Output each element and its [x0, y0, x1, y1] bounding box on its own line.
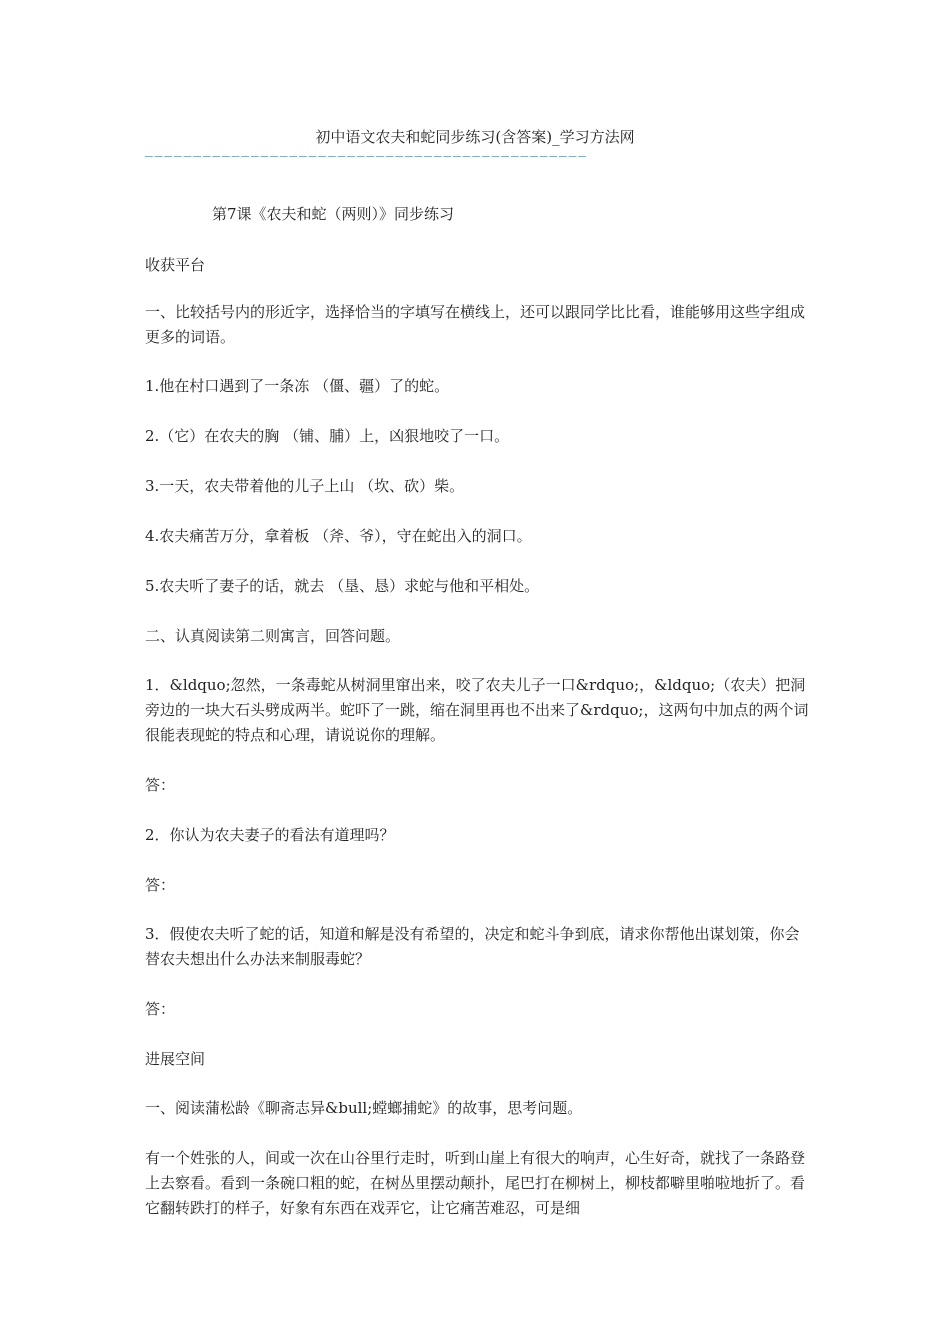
title-divider: ——————————————————————————————————————————————: [145, 150, 588, 164]
answer-label-2: 答：: [145, 876, 176, 894]
answer-label-3: 答：: [145, 1000, 176, 1018]
lesson-title: 第7课《农夫和蛇（两则）》同步练习: [212, 205, 455, 223]
part2-instructions: 二、认真阅读第二则寓言，回答问题。: [145, 627, 401, 645]
part1-item-1: 1.他在村口遇到了一条冻 （僵、疆）了的蛇。: [145, 377, 450, 395]
section-heading-extend: 进展空间: [145, 1050, 206, 1068]
extension-instructions: 一、阅读蒲松龄《聊斋志异&bull;螳螂捕蛇》的故事，思考问题。: [145, 1099, 583, 1117]
question-3: 3．假使农夫听了蛇的话，知道和解是没有希望的，决定和蛇斗争到底，请求你帮他出谋划策，你会替农夫想出什么办法来制服毒蛇？: [145, 925, 800, 968]
question-1: 1．&ldquo;忽然，一条毒蛇从树洞里窜出来，咬了农夫儿子一口&rdquo;，&ldquo;（农夫）把洞旁边的一块大石头劈成两半。蛇吓了一跳，缩在洞里再也不出来了&rdquo;，这两句中加点的两个词很能表现蛇的特点和心理，请说说你的理解。: [145, 676, 809, 744]
part1-item-2: 2.（它）在农夫的胸 （铺、脯）上，凶狠地咬了一口。: [145, 427, 510, 445]
answer-label-1: 答：: [145, 776, 176, 794]
section-heading-harvest: 收获平台: [145, 256, 206, 274]
part1-item-3: 3.一天，农夫带着他的儿子上山 （坎、砍）柴。: [145, 477, 465, 495]
part1-item-5: 5.农夫听了妻子的话，就去 （垦、恳）求蛇与他和平相处。: [145, 577, 540, 595]
question-2: 2．你认为农夫妻子的看法有道理吗？: [145, 826, 395, 844]
part1-item-4: 4.农夫痛苦万分，拿着板 （斧、爷），守在蛇出入的洞口。: [145, 527, 532, 545]
extension-story: 有一个姓张的人，间或一次在山谷里行走时，听到山崖上有很大的响声，心生好奇，就找了一条路登上去察看。看到一条碗口粗的蛇，在树丛里摆动颠扑，尾巴打在柳树上，柳枝都噼里啪啦地折了。看它翻转跌打的样子，好象有东西在戏弄它，让它痛苦难忍，可是细: [145, 1149, 806, 1217]
part1-instructions: 一、比较括号内的形近字，选择恰当的字填写在横线上，还可以跟同学比比看，谁能够用这些字组成更多的词语。: [145, 303, 806, 346]
document-title: 初中语文农夫和蛇同步练习(含答案)_学习方法网: [315, 128, 635, 146]
